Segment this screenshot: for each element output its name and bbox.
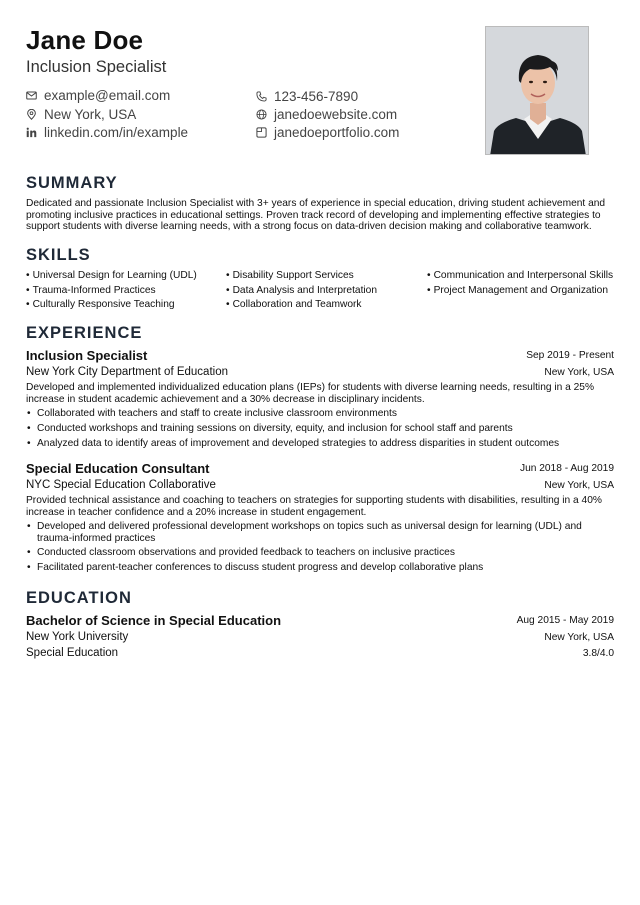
contact-email[interactable] bbox=[26, 88, 170, 103]
job-title: Special Education Consultant bbox=[26, 461, 210, 476]
job-description: Provided technical assistance and coaching to teachers on strategies for supporting students with disabilities, resulting in a 40% increase in teacher confidence and a 20% increase in student engagement. bbox=[26, 495, 602, 518]
website-text: janedoewebsite.com bbox=[274, 107, 398, 122]
candidate-title: Inclusion Specialist bbox=[26, 58, 167, 76]
summary-text: Dedicated and passionate Inclusion Specialist with 3+ years of experience in special education, driving student achievement and promoting inclusive practices in educational settings. Proven track record of developing and implementing effective strategies to support students with diverse learning needs, with a strong focus on data-driven decision making and collaborative teamwork. bbox=[26, 198, 606, 233]
job-bullet: • Conducted classroom observations and provided feedback to teachers on inclusive practices bbox=[26, 547, 604, 559]
contact-linkedin[interactable] bbox=[26, 125, 188, 140]
linkedin-text: linkedin.com/in/example bbox=[44, 125, 189, 140]
candidate-name: Jane Doe bbox=[26, 25, 144, 55]
contact-website[interactable] bbox=[256, 107, 397, 122]
job-location: New York, USA bbox=[544, 480, 614, 491]
contact-phone[interactable] bbox=[256, 89, 358, 104]
education-school: New York University bbox=[26, 631, 129, 643]
skill-item: • Culturally Responsive Teaching bbox=[26, 299, 226, 310]
job-bullets bbox=[26, 521, 604, 577]
location-text: New York, USA bbox=[44, 107, 137, 122]
skill-item: • Universal Design for Learning (UDL) bbox=[26, 270, 226, 281]
email-text: example@email.com bbox=[44, 88, 171, 103]
profile-photo bbox=[485, 26, 589, 155]
contact-portfolio[interactable] bbox=[256, 125, 399, 140]
skill-item: • Communication and Interpersonal Skills bbox=[427, 270, 616, 281]
envelope-icon bbox=[26, 90, 37, 101]
job-description: Developed and implemented individualized education plans (IEPs) for students with diverse learning needs, resulting in a 25% increase in student academic achievement and a 30% decrease in disciplinary incidents. bbox=[26, 382, 595, 405]
summary-heading: SUMMARY bbox=[26, 174, 118, 192]
skill-item: • Disability Support Services bbox=[226, 270, 427, 281]
job-title: Inclusion Specialist bbox=[26, 348, 148, 363]
phone-icon bbox=[256, 91, 267, 102]
portfolio-icon bbox=[256, 127, 267, 138]
job-bullet: • Developed and delivered professional development workshops on topics such as universal design for learning (UDL) and trauma-informed practices bbox=[26, 521, 604, 544]
job-dates: Jun 2018 - Aug 2019 bbox=[519, 463, 614, 474]
education-field: Special Education bbox=[26, 647, 119, 659]
education-heading: EDUCATION bbox=[26, 589, 132, 607]
education-degree: Bachelor of Science in Special Education bbox=[26, 613, 282, 628]
job-organization: NYC Special Education Collaborative bbox=[26, 479, 216, 491]
education-location: New York, USA bbox=[544, 632, 614, 643]
skills-list bbox=[26, 270, 616, 310]
job-dates: Sep 2019 - Present bbox=[526, 350, 614, 361]
phone-text: 123-456-7890 bbox=[274, 89, 359, 104]
portfolio-text: janedoeportfolio.com bbox=[274, 125, 400, 140]
skill-item: • Data Analysis and Interpretation bbox=[226, 285, 427, 296]
skills-heading: SKILLS bbox=[26, 246, 91, 264]
education-dates: Aug 2015 - May 2019 bbox=[516, 615, 614, 626]
skill-item: • Project Management and Organization bbox=[427, 285, 616, 296]
job-organization: New York City Department of Education bbox=[26, 366, 228, 378]
contact-location bbox=[26, 107, 136, 122]
job-bullet: • Collaborated with teachers and staff to create inclusive classroom environments bbox=[26, 408, 604, 420]
globe-icon bbox=[256, 109, 267, 120]
job-bullet: • Analyzed data to identify areas of improvement and developed strategies to address disparities in student outcomes bbox=[26, 438, 604, 450]
education-gpa: 3.8/4.0 bbox=[582, 648, 614, 659]
job-bullets bbox=[26, 408, 604, 452]
experience-heading: EXPERIENCE bbox=[26, 324, 143, 342]
skill-item: • Collaboration and Teamwork bbox=[226, 299, 427, 310]
linkedin-icon bbox=[26, 127, 37, 138]
job-location: New York, USA bbox=[544, 367, 614, 378]
job-bullet: • Conducted workshops and training sessions on diversity, equity, and inclusion for school staff and parents bbox=[26, 423, 604, 435]
map-pin-icon bbox=[26, 109, 37, 120]
job-bullet: • Facilitated parent-teacher conferences to discuss student progress and develop collaborative plans bbox=[26, 562, 604, 574]
skill-item: • Trauma-Informed Practices bbox=[26, 285, 226, 296]
